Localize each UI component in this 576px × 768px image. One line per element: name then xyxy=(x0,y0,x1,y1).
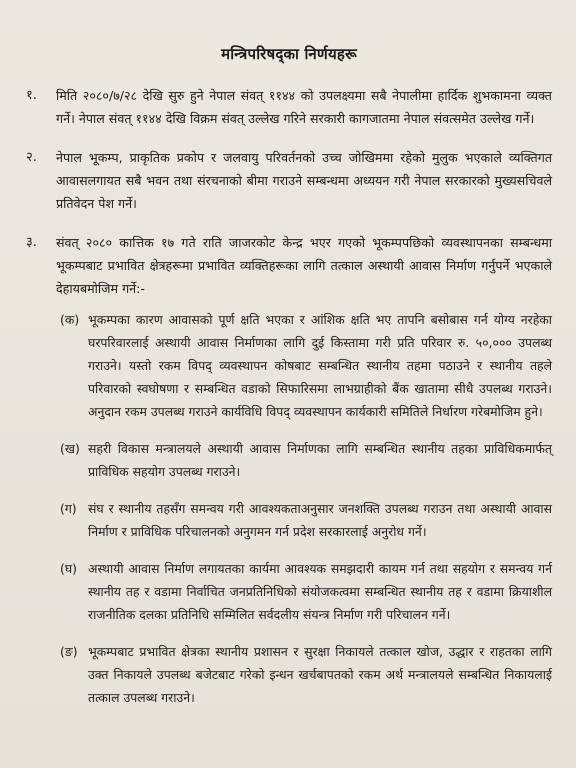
subitem-text: भूकम्पबाट प्रभावित क्षेत्रका स्थानीय प्रशासन र सुरक्षा निकायले तत्काल खोज, उद्धार र राहतका लागि उक्त निकायले उपलब्ध बजेटबाट गरेको इन्धन खर्चबापतको रकम अर्थ मन्त्रालयले सम्बन्धित निकायलाई तत्काल उपलब्ध गराउने। xyxy=(88,644,552,705)
page-title: मन्त्रिपरिषद्का निर्णयहरू xyxy=(221,45,357,63)
item-text: मिति २०८०/७/२८ देखि सुरु हुने नेपाल संवत् ११४४ को उपलक्ष्यमा सबै नेपालीमा हार्दिक शुभकामना व्यक्त गर्ने। नेपाल संवत् ११४४ देखि विक्रम संवत् उल्लेख गरिने सरकारी कागजातमा नेपाल संवत्समेत उल्लेख गर्ने। xyxy=(56,88,552,126)
subitem-label: (क) xyxy=(60,312,80,327)
subitem-label: (ख) xyxy=(60,441,80,456)
subitem-text: अस्थायी आवास निर्माण लगायतका कार्यमा आवश्यक समझदारी कायम गर्न तथा सहयोग र समन्वय गर्न स्थानीय तह र वडामा निर्वाचित जनप्रतिनिधिको संयोजकत्वमा सम्बन्धित स्थानीय तह र वडामा क्रियाशील राजनीतिक दलका प्रतिनिधि सम्मिलित सर्वदलीय संयन्त्र निर्माण गरी परिचालन गर्ने। xyxy=(88,561,552,622)
subitem-text: संघ र स्थानीय तहसँग समन्वय गरी आवश्यकताअनुसार जनशक्ति उपलब्ध गराउन तथा अस्थायी आवास निर्माण र प्राविधिक परिचालनको अनुगमन गर्न प्रदेश सरकारलाई अनुरोध गर्ने। xyxy=(88,501,552,539)
item-number: २. xyxy=(26,150,37,165)
item-text: नेपाल भूकम्प, प्राकृतिक प्रकोप र जलवायु परिवर्तनको उच्च जोखिममा रहेको मुलुक भएकाले व्यक्तिगत आवासलगायत सबै भवन तथा संरचनाको बीमा गराउने सम्बन्धमा अध्ययन गरी नेपाल सरकारको मुख्यसचिवले प्रतिवेदन पेश गर्ने। xyxy=(56,150,552,211)
subitem-nga xyxy=(60,640,552,709)
decision-item-3 xyxy=(26,231,552,300)
item-text: संवत् २०८० कात्तिक १७ गते राति जाजरकोट केन्द्र भएर गएको भूकम्पपछिको व्यवस्थापनका सम्बन्धमा भूकम्पबाट प्रभावित क्षेत्रहरूमा प्रभावित व्यक्तिहरूका लागि तत्काल अस्थायी आवास निर्माण गर्नुपर्ने भएकाले देहायबमोजिम गर्ने:- xyxy=(56,235,552,296)
subitem-kha xyxy=(60,437,552,483)
decision-item-2 xyxy=(26,146,552,215)
subitem-ka xyxy=(60,308,552,423)
subitem-gha xyxy=(60,557,552,626)
subitem-text: सहरी विकास मन्त्रालयले अस्थायी आवास निर्माणका लागि सम्बन्धित स्थानीय तहका प्राविधिकमार्फत् प्राविधिक सहयोग उपलब्ध गराउने। xyxy=(88,441,552,479)
subitem-ga xyxy=(60,497,552,543)
subitem-label: (ङ) xyxy=(60,644,78,659)
subitem-text: भूकम्पका कारण आवासको पूर्ण क्षति भएका र आंशिक क्षति भए तापनि बसोबास गर्न योग्य नरहेका घरपरिवारलाई अस्थायी आवास निर्माणका लागि दुई किस्तामा गरी प्रति परिवार रु. ५०,००० उपलब्ध गराउने। यस्तो रकम विपद् व्यवस्थापन कोषबाट सम्बन्धित स्थानीय तहमा पठाउने र स्थानीय तहले परिवारको स्वघोषणा र सम्बन्धित वडाको सिफारिसमा लाभग्राहीको बैंक खातामा सीधै उपलब्ध गराउने। अनुदान रकम उपलब्ध गराउने कार्यविधि विपद् व्यवस्थापन कार्यकारी समितिले निर्धारण गरेबमोजिम हुने। xyxy=(88,312,552,419)
decision-item-1 xyxy=(26,84,552,130)
subitem-label: (ग) xyxy=(60,501,77,516)
item-number: १. xyxy=(26,88,37,103)
subitem-label: (घ) xyxy=(60,561,77,576)
item-number: ३. xyxy=(26,235,37,250)
